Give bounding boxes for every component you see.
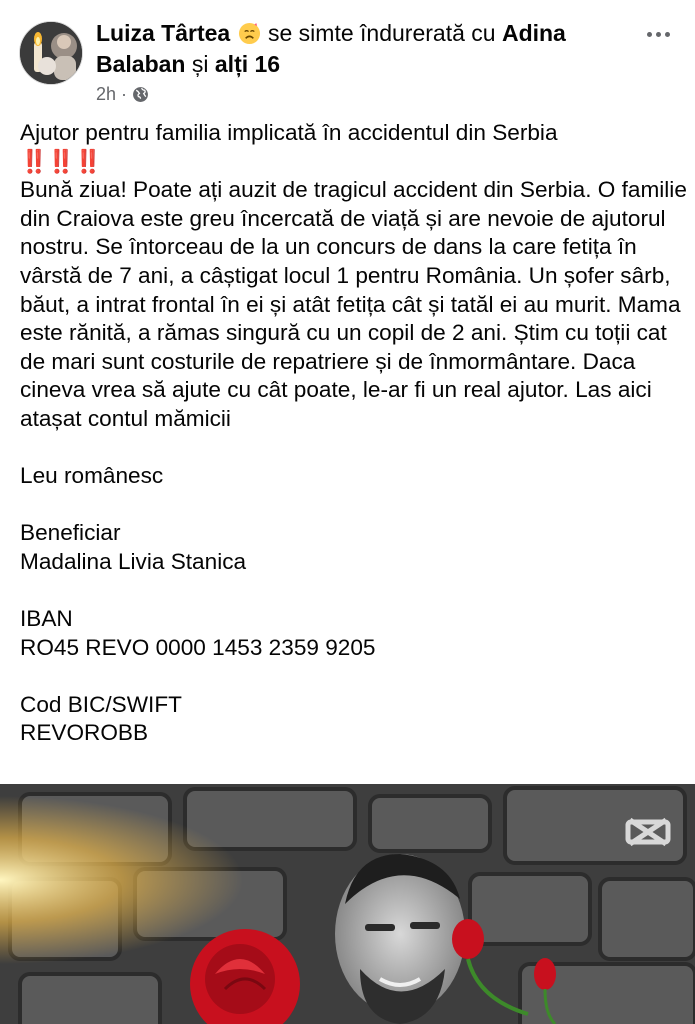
iban-value: RO45 REVO 0000 1453 2359 9205: [20, 634, 376, 660]
author-name[interactable]: Luiza Târtea: [96, 20, 231, 46]
more-options-icon: [647, 32, 652, 37]
currency-line: Leu românesc: [20, 463, 164, 489]
bic-label: Cod BIC/SWIFT: [20, 691, 182, 717]
emphasis-marks: ‼️‼️‼️: [20, 148, 102, 174]
feeling-text: se simte îndurerată cu: [268, 20, 496, 46]
author-avatar[interactable]: [19, 21, 83, 85]
post-image[interactable]: [0, 784, 695, 1024]
more-options-button[interactable]: [643, 24, 673, 44]
post-header-text: [96, 18, 616, 80]
bic-value: REVOROBB: [20, 720, 149, 746]
post-meta: [96, 84, 149, 105]
iban-label: IBAN: [20, 606, 73, 632]
post-paragraph: Bună ziua! Poate ați auzit de tragicul accident din Serbia. O familie din Craiova este greu încercată de viață și are nevoie de ajutorul nostru. Se întorceau de la un concurs de dans la care fetița în vârstă de 7 ani, a câștigat locul 1 pentru România. Un șofer sârb, băut, a intrat frontal în ei și atât fetița cât și tatăl ei au murit. Mama este rănită, a rămas singură cu un copil de 2 ani. Știm cu toții cat de mari sunt costurile de repatriere și de înmormântare. Daca cineva vrea să ajute cu cât poate, le-ar fi un real ajutor. Las aici atașat contul mămicii: [20, 177, 687, 431]
tagged-others-link[interactable]: alți 16: [214, 51, 281, 77]
post-body: [20, 119, 690, 748]
post-time[interactable]: 2h: [96, 84, 117, 104]
conjunction-text: și: [191, 51, 209, 77]
beneficiary-name: Madalina Livia Stanica: [20, 548, 247, 574]
more-dot: [665, 32, 670, 37]
memorial-photo: [0, 784, 695, 1024]
more-dot: [656, 32, 661, 37]
sad-face-emoji: [238, 22, 261, 45]
meta-separator: ·: [121, 84, 128, 104]
post-header: [0, 0, 695, 112]
tagged-person[interactable]: Adina Balaban: [96, 20, 566, 77]
post-title-line: Ajutor pentru familia implicată în accidentul din Serbia: [20, 120, 558, 145]
globe-icon[interactable]: [132, 86, 149, 103]
beneficiary-label: Beneficiar: [20, 520, 121, 546]
